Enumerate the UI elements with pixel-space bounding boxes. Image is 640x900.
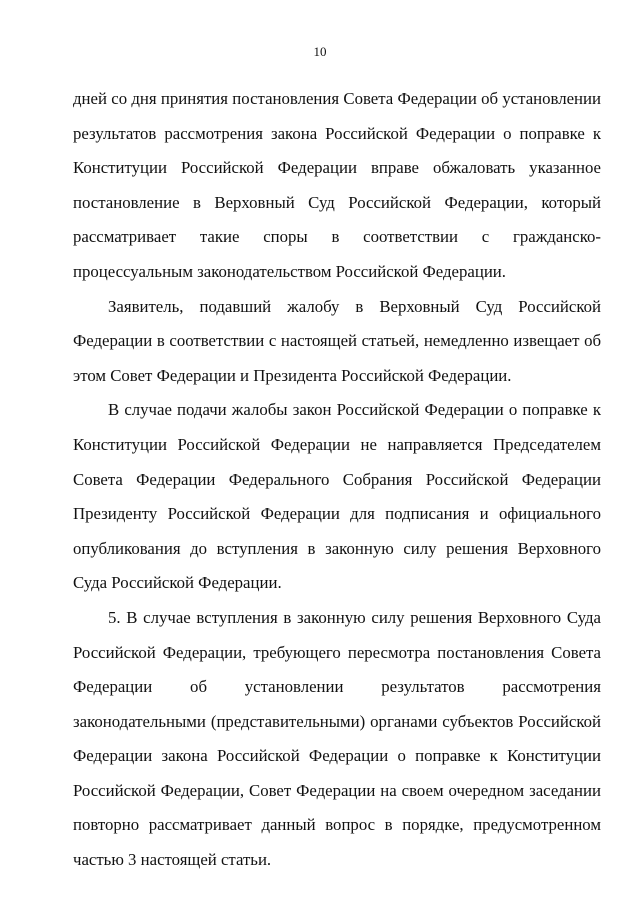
paragraph-clause-5: 5. В случае вступления в законную силу решения Верховного Суда Российской Федерации, требующего пересмотра постановления Совета Федерации об установлении результатов рассмотрения законодательными (представительными) органами субъектов Российской Федерации закона Российской Федерации о поправке к Конституции Российской Федерации, Совет Федерации на своем очередном заседании повторно рассматривает данный вопрос в порядке, предусмотренном частью 3 настоящей статьи. — [73, 607, 601, 870]
paragraph-complaint-effect: В случае подачи жалобы закон Российской Федерации о поправке к Конституции Российской Федерации не направляется Председателем Совета Федерации Федерального Собрания Российской Федерации Президенту Российской Федерации для подписания и официального опубликования до вступления в законную силу решения Верховного Суда Российской Федерации. — [73, 400, 601, 593]
paragraph-applicant-notice: Заявитель, подавший жалобу в Верховный Суд Российской Федерации в соответствии с настоящей статьей, немедленно извещает об этом Совет Федерации и Президента Российской Федерации. — [73, 296, 601, 385]
document-body — [73, 82, 601, 878]
page-number: 10 — [313, 44, 327, 59]
paragraph-continuation: дней со дня принятия постановления Совета Федерации об установлении результатов рассмотрения закона Российской Федерации о поправке к Конституции Российской Федерации вправе обжаловать указанное постановление в Верховный Суд Российской Федерации, который рассматривает такие споры в соответствии с гражданско-процессуальным законодательством Российской Федерации. — [73, 89, 601, 281]
